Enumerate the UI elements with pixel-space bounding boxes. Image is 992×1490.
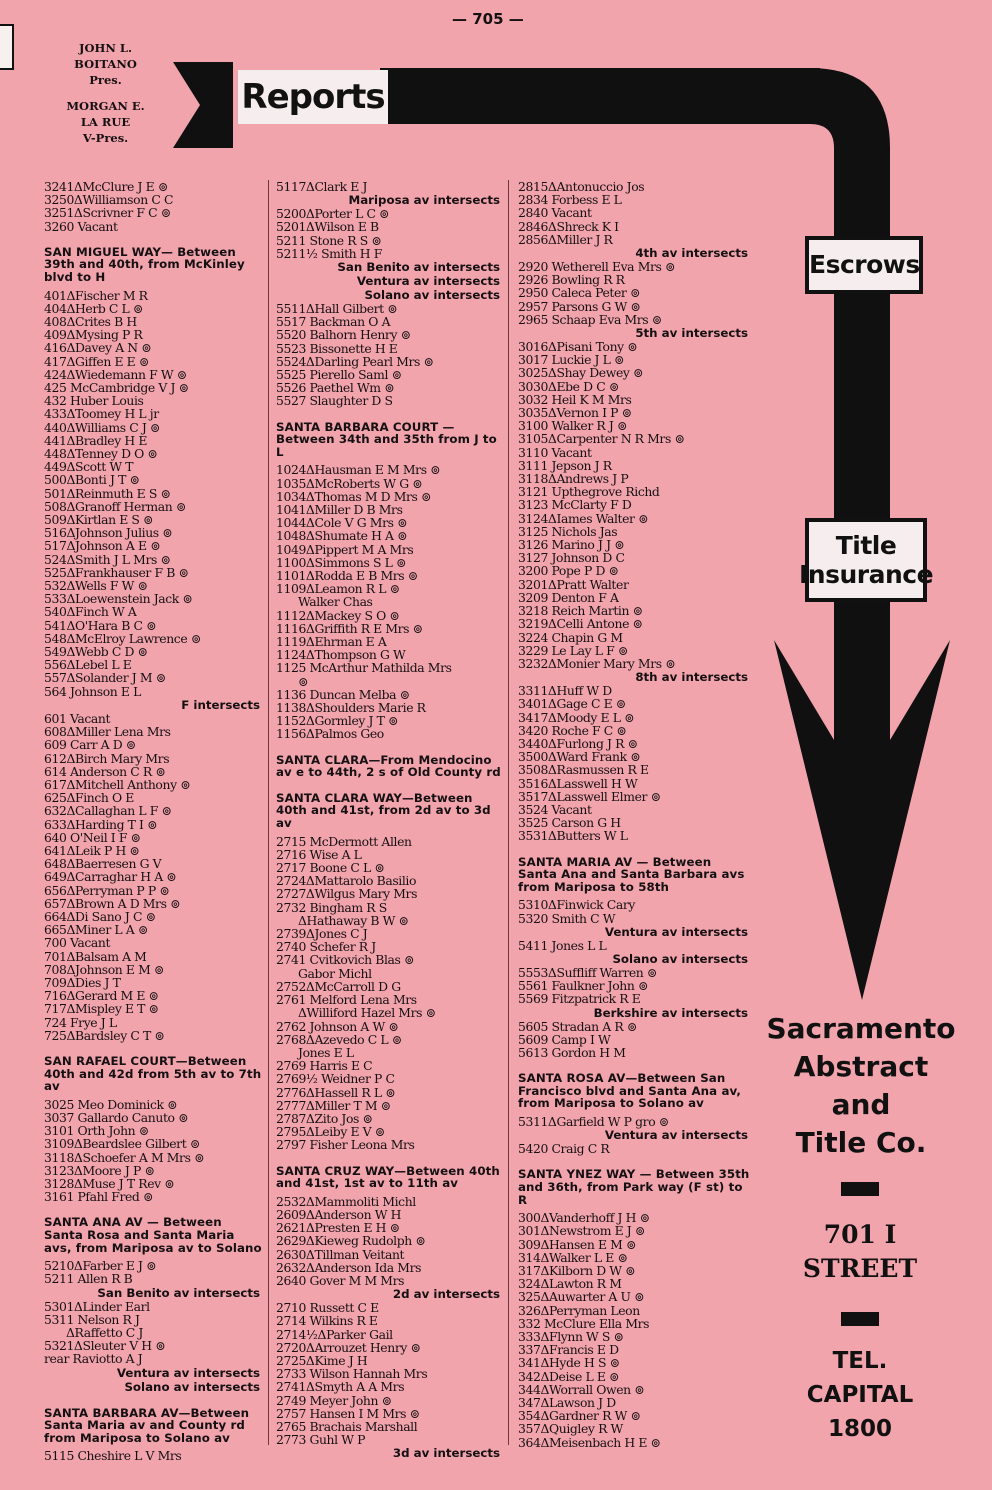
directory-entry: 1124ΔThompson G W bbox=[276, 647, 406, 663]
directory-entry: 541ΔO'Hara B C ⊚ bbox=[44, 617, 157, 633]
intersection-note: Berkshire av intersects bbox=[593, 1005, 748, 1020]
directory-entry: 3241ΔMcClure J E ⊚ bbox=[44, 179, 168, 194]
page-number: — 705 — bbox=[452, 10, 524, 28]
directory-entry: 3517ΔLasswell Elmer ⊚ bbox=[518, 788, 661, 804]
directory-entry: 3531ΔButters W L bbox=[518, 828, 628, 844]
company-line: Sacramento bbox=[766, 1012, 956, 1045]
directory-entry: 409ΔMysing P R bbox=[44, 327, 143, 343]
directory-entry: 3025 Meo Dominick ⊚ bbox=[44, 1096, 178, 1112]
directory-entry: 5553ΔSuffliff Warren ⊚ bbox=[518, 964, 657, 980]
directory-entry: 1049ΔPippert M A Mrs bbox=[276, 541, 414, 557]
intersection-note: Ventura av intersects bbox=[116, 1365, 260, 1380]
tel-line: TEL. bbox=[832, 1348, 888, 1374]
directory-entry: 2741ΔSmyth A A Mrs bbox=[276, 1379, 405, 1395]
directory-entry: 2761 Melford Lena Mrs bbox=[276, 992, 417, 1008]
directory-entry: 3110 Vacant bbox=[518, 444, 592, 460]
directory-entry: 5211 Stone R S ⊚ bbox=[276, 232, 382, 248]
directory-entry: 2926 Bowling R R bbox=[518, 272, 625, 288]
directory-entry: 325ΔAuwarter A U ⊚ bbox=[518, 1289, 645, 1305]
directory-entry: 2920 Wetherell Eva Mrs ⊚ bbox=[518, 259, 676, 275]
intersection-note: Solano av intersects bbox=[124, 1379, 260, 1394]
directory-entry: 3440ΔFurlong J R ⊚ bbox=[518, 735, 638, 751]
directory-entry: 408ΔCrites B H bbox=[44, 314, 137, 329]
directory-entry: 2815ΔAntonuccio Jos bbox=[518, 179, 645, 194]
directory-entry: 364ΔMeisenbach H E ⊚ bbox=[518, 1434, 661, 1450]
directory-entry: 401ΔFischer M R bbox=[44, 287, 148, 303]
horizontal-band bbox=[380, 68, 820, 124]
directory-entry: 700 Vacant bbox=[44, 935, 111, 951]
directory-entry: 3417ΔMoody E L ⊚ bbox=[518, 709, 635, 725]
directory-entry: 416ΔDavey A N ⊚ bbox=[44, 340, 152, 356]
directory-entry: 564 Johnson E L bbox=[44, 683, 141, 699]
intersection-note: 4th av intersects bbox=[635, 246, 748, 261]
directory-entry: 425 McCambridge V J ⊚ bbox=[44, 380, 189, 396]
directory-entry: 625ΔFinch O E bbox=[44, 790, 134, 806]
directory-entry: 357ΔQuigley R W bbox=[518, 1421, 623, 1437]
directory-entry: 3123ΔMoore J P ⊚ bbox=[44, 1162, 155, 1178]
directory-entry: 3118ΔAndrews J P bbox=[518, 471, 629, 487]
tel-line: 1800 bbox=[827, 1416, 892, 1442]
directory-entry: 3025ΔShay Dewey ⊚ bbox=[518, 365, 644, 381]
directory-entry: 501ΔReinmuth E S ⊚ bbox=[44, 485, 171, 501]
directory-entry: 524ΔSmith J L Mrs ⊚ bbox=[44, 551, 171, 567]
directory-entry: 417ΔGiffen E E ⊚ bbox=[44, 353, 149, 369]
directory-entry: 648ΔBaerresen G V bbox=[44, 856, 162, 872]
escrows-label: Escrows bbox=[805, 236, 923, 294]
directory-entry: 3232ΔMonier Mary Mrs ⊚ bbox=[518, 655, 676, 671]
directory-entry: 3420 Roche F C ⊚ bbox=[518, 722, 627, 738]
street-heading: SANTA BARBARA COURT —Between 34th and 35th from J to L bbox=[276, 419, 497, 459]
company-line: and bbox=[831, 1088, 891, 1121]
directory-column-3 bbox=[518, 180, 750, 1449]
directory-entry: 2776ΔHassell R L ⊚ bbox=[276, 1084, 396, 1100]
column-divider bbox=[508, 180, 509, 1445]
directory-entry: 5321ΔSleuter V H ⊚ bbox=[44, 1338, 166, 1354]
directory-entry: 5525 Pierello Saml ⊚ bbox=[276, 367, 402, 383]
directory-entry: 724 Frye J L bbox=[44, 1014, 117, 1030]
directory-entry: 2856ΔMiller J R bbox=[518, 231, 613, 247]
directory-subentry: Walker Chas bbox=[298, 594, 373, 610]
directory-entry: 2752ΔMcCarroll D G bbox=[276, 978, 401, 994]
directory-entry: 2795ΔLeiby E V ⊚ bbox=[276, 1124, 385, 1140]
directory-entry: 508ΔGranoff Herman ⊚ bbox=[44, 498, 186, 514]
directory-subentry: Gabor Michl bbox=[298, 965, 372, 981]
directory-entry: 5526 Paethel Wm ⊚ bbox=[276, 380, 395, 396]
directory-entry: 1024ΔHausman E M Mrs ⊚ bbox=[276, 462, 441, 478]
directory-entry: 3218 Reich Martin ⊚ bbox=[518, 603, 643, 619]
directory-entry: 701ΔBalsam A M bbox=[44, 948, 147, 964]
directory-entry: 3250ΔWilliamson C C bbox=[44, 192, 174, 208]
directory-entry: 5320 Smith C W bbox=[518, 910, 616, 926]
directory-entry: 3124ΔIames Walter ⊚ bbox=[518, 510, 649, 526]
company-name bbox=[766, 1010, 956, 1162]
directory-entry: 2834 Forbess E L bbox=[518, 192, 622, 208]
directory-entry: 2768ΔAzevedo C L ⊚ bbox=[276, 1031, 402, 1047]
intersection-note: San Benito av intersects bbox=[337, 260, 500, 275]
president-title: Pres. bbox=[89, 73, 122, 87]
street-heading: SAN MIGUEL WAY— Between 39th and 40th, from McKinley blvd to H bbox=[44, 244, 245, 284]
directory-entry: 440ΔWilliams C J ⊚ bbox=[44, 419, 160, 435]
directory-column-1 bbox=[44, 180, 262, 1463]
directory-entry: 5520 Balhorn Henry ⊚ bbox=[276, 327, 411, 343]
directory-entry: 404ΔHerb C L ⊚ bbox=[44, 300, 143, 316]
directory-entry: 5523 Bissonette H E bbox=[276, 340, 398, 356]
directory-entry: 3128ΔMuse J T Rev ⊚ bbox=[44, 1175, 175, 1191]
directory-entry: 2710 Russett C E bbox=[276, 1300, 379, 1316]
intersection-note: Ventura av intersects bbox=[604, 924, 748, 939]
street-heading: SANTA CLARA WAY—Between 40th and 41st, from 2d av to 3d av bbox=[276, 790, 491, 831]
directory-entry: 717ΔMispley E T ⊚ bbox=[44, 1001, 159, 1017]
directory-entry: 3032 Heil K M Mrs bbox=[518, 391, 632, 407]
directory-entry: 609 Carr A D ⊚ bbox=[44, 737, 136, 753]
directory-entry: 317ΔKilborn D W ⊚ bbox=[518, 1262, 636, 1278]
directory-entry: 1125 McArthur Mathilda Mrs bbox=[276, 660, 452, 676]
directory-entry: 3123 McClarty F D bbox=[518, 497, 632, 513]
directory-entry: 517ΔJohnson A E ⊚ bbox=[44, 538, 161, 554]
street-heading: SANTA MARIA AV — Between Santa Ana and Santa Barbara avs from Mariposa to 58th bbox=[518, 854, 745, 894]
directory-entry: 2532ΔMammoliti Michl bbox=[276, 1193, 416, 1209]
directory-entry: 3524 Vacant bbox=[518, 801, 592, 817]
directory-entry: 5201ΔWilson E B bbox=[276, 219, 379, 235]
directory-entry: 601 Vacant bbox=[44, 710, 111, 726]
directory-entry: 3105ΔCarpenter N R Mrs ⊚ bbox=[518, 431, 685, 447]
directory-entry: 5200ΔPorter L C ⊚ bbox=[276, 206, 390, 222]
directory-entry: 2714 Wilkins R E bbox=[276, 1313, 378, 1329]
tel-line: CAPITAL bbox=[806, 1382, 914, 1408]
street-heading: SANTA CRUZ WAY—Between 40th and 41st, 1st av to 11th av bbox=[276, 1163, 500, 1191]
intersection-note: Mariposa av intersects bbox=[348, 193, 500, 208]
directory-entry: 2846ΔShreck K I bbox=[518, 218, 619, 234]
directory-entry: 433ΔToomey H L jr bbox=[44, 406, 159, 422]
directory-entry: 3401ΔGage C E ⊚ bbox=[518, 696, 626, 712]
directory-entry: 614 Anderson C R ⊚ bbox=[44, 763, 166, 779]
directory-entry: 301ΔNewstrom E J ⊚ bbox=[518, 1223, 645, 1239]
directory-entry: 3311ΔHuff W D bbox=[518, 683, 612, 699]
directory-entry: 1101ΔRodda E B Mrs ⊚ bbox=[276, 568, 418, 584]
directory-entry: 1034ΔThomas M D Mrs ⊚ bbox=[276, 488, 432, 504]
directory-entry: 2724ΔMattarolo Basilio bbox=[276, 873, 417, 889]
directory-entry: 3016ΔPisani Tony ⊚ bbox=[518, 339, 638, 355]
directory-subentry: Jones E L bbox=[298, 1044, 354, 1060]
directory-entry: 341ΔHyde H S ⊚ bbox=[518, 1355, 620, 1371]
directory-entry: 5511ΔHall Gilbert ⊚ bbox=[276, 301, 398, 317]
intersection-note: 8th av intersects bbox=[635, 670, 748, 685]
directory-entry: 2740 Schefer R J bbox=[276, 939, 376, 955]
directory-entry: 2797 Fisher Leona Mrs bbox=[276, 1137, 415, 1153]
directory-entry: 5605 Stradan A R ⊚ bbox=[518, 1018, 637, 1034]
directory-entry: 5311 Nelson R J bbox=[44, 1311, 140, 1327]
directory-entry: 1044ΔCole V G Mrs ⊚ bbox=[276, 515, 408, 531]
directory-entry: 347ΔLawson J D bbox=[518, 1394, 616, 1410]
company-line: Abstract bbox=[793, 1050, 929, 1083]
street-heading: SANTA ANA AV — Between Santa Rosa and Santa Maria avs, from Mariposa av to Solano bbox=[44, 1215, 262, 1255]
directory-entry: 309ΔHansen E M ⊚ bbox=[518, 1236, 636, 1252]
directory-entry: 441ΔBradley H E bbox=[44, 432, 147, 448]
directory-entry: 509ΔKirtlan E S ⊚ bbox=[44, 512, 153, 528]
directory-subentry: ⊚ bbox=[298, 673, 308, 689]
directory-entry: 2769 Harris E C bbox=[276, 1058, 373, 1074]
intersection-note: Ventura av intersects bbox=[604, 1128, 748, 1143]
directory-entry: 3035ΔVernon I P ⊚ bbox=[518, 405, 632, 421]
directory-entry: 1100ΔSimmons S L ⊚ bbox=[276, 554, 406, 570]
directory-entry: 2749 Meyer John ⊚ bbox=[276, 1392, 392, 1408]
directory-entry: 3525 Carson G H bbox=[518, 815, 621, 831]
directory-entry: 3516ΔLasswell H W bbox=[518, 775, 638, 791]
directory-entry: 2725ΔKime J H bbox=[276, 1352, 368, 1368]
directory-entry: 3109ΔBeardslee Gilbert ⊚ bbox=[44, 1136, 200, 1152]
directory-subentry: ΔHathaway B W ⊚ bbox=[298, 912, 409, 928]
directory-entry: 5561 Faulkner John ⊚ bbox=[518, 978, 648, 994]
directory-entry: 3127 Johnson D C bbox=[518, 550, 625, 566]
directory-entry: 448ΔTenney D O ⊚ bbox=[44, 446, 158, 462]
directory-entry: 2773 Guhl W P bbox=[276, 1432, 366, 1448]
directory-entry: 5210ΔFarber E J ⊚ bbox=[44, 1258, 157, 1274]
directory-entry: 516ΔJohnson Julius ⊚ bbox=[44, 525, 173, 541]
directory-entry: 3161 Pfahl Fred ⊚ bbox=[44, 1189, 153, 1205]
directory-entry: 2715 McDermott Allen bbox=[276, 833, 412, 849]
directory-entry: 3229 Le Lay L F ⊚ bbox=[518, 642, 628, 658]
directory-entry: 300ΔVanderhoff J H ⊚ bbox=[518, 1210, 650, 1226]
intersection-note: Solano av intersects bbox=[612, 951, 748, 966]
divider-square bbox=[841, 1182, 879, 1196]
directory-entry: 656ΔPerryman P P ⊚ bbox=[44, 882, 170, 898]
directory-entry: 2769½ Weidner P C bbox=[276, 1071, 395, 1087]
directory-entry: 2632ΔAnderson Ida Mrs bbox=[276, 1259, 422, 1275]
intersection-note: Ventura av intersects bbox=[356, 274, 500, 289]
company-telephone bbox=[790, 1344, 930, 1446]
directory-entry: 5609 Camp I W bbox=[518, 1031, 611, 1047]
directory-entry: 332 McClure Ella Mrs bbox=[518, 1315, 650, 1331]
directory-entry: 716ΔGerard M E ⊚ bbox=[44, 988, 159, 1004]
directory-entry: 2609ΔAnderson W H bbox=[276, 1206, 402, 1222]
directory-entry: 3260 Vacant bbox=[44, 218, 118, 234]
directory-entry: 664ΔDi Sano J C ⊚ bbox=[44, 908, 156, 924]
directory-entry: 500ΔBonti J T ⊚ bbox=[44, 472, 140, 488]
directory-entry: 2727ΔWilgus Mary Mrs bbox=[276, 886, 418, 902]
directory-entry: 2640 Gover M M Mrs bbox=[276, 1272, 405, 1288]
directory-entry: 3111 Jepson J R bbox=[518, 457, 612, 473]
directory-entry: 556ΔLebel L E bbox=[44, 657, 132, 673]
directory-entry: 3200 Pope P D ⊚ bbox=[518, 563, 619, 579]
directory-entry: 2629ΔKieweg Rudolph ⊚ bbox=[276, 1233, 426, 1249]
title-insurance-label: Title Insurance bbox=[805, 518, 927, 602]
address-line: 701 I bbox=[823, 1220, 897, 1249]
directory-entry: 314ΔWalker L E ⊚ bbox=[518, 1249, 628, 1265]
directory-entry: 525ΔFrankhauser F B ⊚ bbox=[44, 564, 189, 580]
directory-entry: 640 O'Neil I F ⊚ bbox=[44, 829, 141, 845]
directory-entry: 1136 Duncan Melba ⊚ bbox=[276, 686, 410, 702]
directory-entry: 5569 Fitzpatrick R E bbox=[518, 991, 641, 1007]
directory-entry: 612ΔBirch Mary Mrs bbox=[44, 750, 170, 766]
directory-entry: 3125 Nichols Jas bbox=[518, 523, 618, 539]
intersection-note: 5th av intersects bbox=[635, 326, 748, 341]
directory-entry: 532ΔWells F W ⊚ bbox=[44, 578, 148, 594]
directory-entry: 344ΔWorrall Owen ⊚ bbox=[518, 1381, 645, 1397]
directory-entry: 3118ΔSchoefer A M Mrs ⊚ bbox=[44, 1149, 205, 1165]
directory-entry: 608ΔMiller Lena Mrs bbox=[44, 724, 171, 740]
directory-entry: 3500ΔWard Frank ⊚ bbox=[518, 749, 641, 765]
directory-entry: 5613 Gordon H M bbox=[518, 1044, 626, 1060]
directory-entry: 708ΔJohnson E M ⊚ bbox=[44, 961, 164, 977]
directory-entry: 5411 Jones L L bbox=[518, 937, 607, 953]
directory-entry: 1116ΔGriffith R E Mrs ⊚ bbox=[276, 620, 423, 636]
directory-entry: 1048ΔShumate H A ⊚ bbox=[276, 528, 408, 544]
street-heading: SANTA YNEZ WAY — Between 35th and 36th, from Park way (F st) to R bbox=[518, 1167, 750, 1207]
directory-entry: 324ΔLawton R M bbox=[518, 1276, 622, 1292]
reports-label: Reports bbox=[238, 70, 388, 124]
directory-entry: 3224 Chapin G M bbox=[518, 629, 623, 645]
directory-entry: 449ΔScott W T bbox=[44, 459, 134, 475]
directory-entry: 337ΔFrancis E D bbox=[518, 1342, 619, 1358]
directory-subentry: ΔRaffetto C J bbox=[66, 1324, 143, 1340]
directory-entry: 549ΔWebb C D ⊚ bbox=[44, 644, 148, 660]
street-heading: SAN RAFAEL COURT—Between 40th and 42d from 5th av to 7th av bbox=[44, 1053, 262, 1094]
directory-entry: 2757 Hansen I M Mrs ⊚ bbox=[276, 1405, 420, 1421]
directory-entry: 5301ΔLinder Earl bbox=[44, 1298, 150, 1314]
vp-name: MORGAN E. LA RUE bbox=[66, 99, 145, 129]
directory-entry: 5517 Backman O A bbox=[276, 314, 391, 330]
president-name: JOHN L. BOITANO bbox=[74, 41, 137, 71]
directory-entry: 3508ΔRasmussen R E bbox=[518, 762, 649, 778]
directory-entry: 2762 Johnson A W ⊚ bbox=[276, 1018, 399, 1034]
directory-entry: 3219ΔCelli Antone ⊚ bbox=[518, 616, 643, 632]
directory-entry: 2965 Schaap Eva Mrs ⊚ bbox=[518, 311, 662, 327]
directory-entry: 1119ΔEhrman E A bbox=[276, 634, 387, 650]
directory-entry: 424ΔWiedemann F W ⊚ bbox=[44, 366, 187, 382]
directory-entry: 2732 Bingham R S bbox=[276, 899, 387, 915]
directory-entry: 1152ΔGormley J T ⊚ bbox=[276, 713, 399, 729]
directory-entry: 2733 Wilson Hannah Mrs bbox=[276, 1366, 428, 1382]
directory-subentry: ΔWilliford Hazel Mrs ⊚ bbox=[298, 1005, 436, 1021]
directory-entry: 2621ΔPresten E H ⊚ bbox=[276, 1220, 400, 1236]
directory-column-2 bbox=[276, 180, 502, 1460]
directory-entry: 3201ΔPratt Walter bbox=[518, 576, 629, 592]
directory-entry: 5524ΔDarling Pearl Mrs ⊚ bbox=[276, 353, 434, 369]
directory-entry: 2630ΔTillman Veitant bbox=[276, 1246, 405, 1262]
directory-entry: 5115 Cheshire L V Mrs bbox=[44, 1448, 182, 1464]
directory-entry: 649ΔCarraghar H A ⊚ bbox=[44, 869, 177, 885]
directory-entry: 657ΔBrown A D Mrs ⊚ bbox=[44, 895, 181, 911]
directory-entry: 2777ΔMiller T M ⊚ bbox=[276, 1097, 391, 1113]
directory-entry: 326ΔPerryman Leon bbox=[518, 1302, 640, 1318]
directory-entry: 3037 Gallardo Canuto ⊚ bbox=[44, 1109, 189, 1125]
directory-entry: 5310ΔFinwick Cary bbox=[518, 897, 635, 913]
street-heading: SANTA BARBARA AV—Between Santa Maria av and County rd from Mariposa to Solano av bbox=[44, 1405, 250, 1445]
directory-entry: 2957 Parsons G W ⊚ bbox=[518, 298, 641, 314]
directory-entry: 617ΔMitchell Anthony ⊚ bbox=[44, 776, 191, 792]
directory-entry: 432 Huber Louis bbox=[44, 393, 144, 409]
street-heading: SANTA ROSA AV—Between San Francisco blvd and Santa Ana av, from Mariposa to Solano av bbox=[518, 1071, 741, 1111]
directory-entry: 3209 Denton F A bbox=[518, 589, 619, 605]
divider-square bbox=[841, 1312, 879, 1326]
directory-entry: 557ΔSolander J M ⊚ bbox=[44, 670, 166, 686]
directory-entry: 641ΔLeik P H ⊚ bbox=[44, 842, 140, 858]
company-line: Title Co. bbox=[795, 1126, 927, 1159]
directory-entry: 2717 Boone C L ⊚ bbox=[276, 860, 385, 876]
directory-entry: 633ΔHarding T I ⊚ bbox=[44, 816, 158, 832]
directory-entry: 5211 Allen R B bbox=[44, 1271, 133, 1287]
directory-entry: 2950 Caleca Peter ⊚ bbox=[518, 285, 640, 301]
directory-entry: 1109ΔLeamon R L ⊚ bbox=[276, 581, 400, 597]
directory-entry: 5527 Slaughter D S bbox=[276, 393, 393, 409]
directory-entry: 3101 Orth John ⊚ bbox=[44, 1123, 149, 1139]
directory-entry: 1156ΔPalmos Geo bbox=[276, 726, 384, 742]
directory-entry: 2787ΔZito Jos ⊚ bbox=[276, 1110, 373, 1126]
directory-entry: 3126 Marino J J ⊚ bbox=[518, 537, 625, 553]
reports-pennant bbox=[173, 62, 233, 148]
intersection-note: 3d av intersects bbox=[392, 1446, 500, 1461]
directory-entry: 3030ΔEbe D C ⊚ bbox=[518, 378, 619, 394]
vp-title: V-Pres. bbox=[82, 131, 129, 145]
directory-entry: 3121 Upthegrove Richd bbox=[518, 484, 660, 500]
address-line: STREET bbox=[802, 1254, 918, 1283]
directory-entry: 533ΔLoewenstein Jack ⊚ bbox=[44, 591, 193, 607]
directory-entry: 709ΔDies J T bbox=[44, 974, 121, 990]
directory-entry: 1138ΔShoulders Marie R bbox=[276, 700, 426, 716]
directory-entry: 1112ΔMackey S O ⊚ bbox=[276, 607, 400, 623]
intersection-note: San Benito av intersects bbox=[97, 1285, 260, 1300]
street-heading: SANTA CLARA—From Mendocino av e to 44th, 2 s of Old County rd bbox=[276, 752, 501, 780]
directory-entry: 632ΔCallaghan L F ⊚ bbox=[44, 803, 172, 819]
directory-entry: 5211½ Smith H F bbox=[276, 245, 382, 261]
intersection-note: 2d av intersects bbox=[392, 1287, 500, 1302]
directory-entry: 2739ΔJones C J bbox=[276, 926, 368, 942]
directory-entry: 2840 Vacant bbox=[518, 205, 592, 221]
column-divider bbox=[268, 180, 269, 1445]
directory-entry: 2741 Cvitkovich Blas ⊚ bbox=[276, 952, 415, 968]
directory-entry: 2714½ΔParker Gail bbox=[276, 1326, 393, 1342]
directory-entry: 2716 Wise A L bbox=[276, 846, 362, 862]
directory-entry: 665ΔMiner L A ⊚ bbox=[44, 922, 148, 938]
intersection-note: F intersects bbox=[181, 697, 260, 712]
directory-entry: 725ΔBardsley C T ⊚ bbox=[44, 1027, 165, 1043]
directory-entry: 1035ΔMcRoberts W G ⊚ bbox=[276, 475, 423, 491]
directory-entry: 3017 Luckie J L ⊚ bbox=[518, 352, 625, 368]
intersection-note: Solano av intersects bbox=[364, 288, 500, 303]
directory-entry: 3251ΔScrivner F C ⊚ bbox=[44, 205, 171, 221]
directory-entry: 5117ΔClark E J bbox=[276, 179, 368, 194]
directory-entry: rear Raviotto A J bbox=[44, 1351, 143, 1367]
directory-entry: 5420 Craig C R bbox=[518, 1141, 610, 1157]
company-address bbox=[790, 1218, 930, 1286]
directory-entry: 548ΔMcElroy Lawrence ⊚ bbox=[44, 630, 201, 646]
directory-entry: 333ΔFlynn W S ⊚ bbox=[518, 1328, 624, 1344]
directory-entry: 2720ΔArrouzet Henry ⊚ bbox=[276, 1339, 421, 1355]
directory-entry: 354ΔGardner R W ⊚ bbox=[518, 1408, 641, 1424]
band-curve bbox=[810, 68, 890, 160]
directory-entry: 342ΔDeise L E ⊚ bbox=[518, 1368, 619, 1384]
directory-entry: 1041ΔMiller D B Mrs bbox=[276, 502, 403, 518]
directory-entry: 3100 Walker R J ⊚ bbox=[518, 418, 627, 434]
directory-entry: 540ΔFinch W A bbox=[44, 604, 137, 620]
directory-entry: 2765 Brachais Marshall bbox=[276, 1418, 418, 1434]
directory-entry: 5311ΔGarfield W P gro ⊚ bbox=[518, 1113, 669, 1129]
